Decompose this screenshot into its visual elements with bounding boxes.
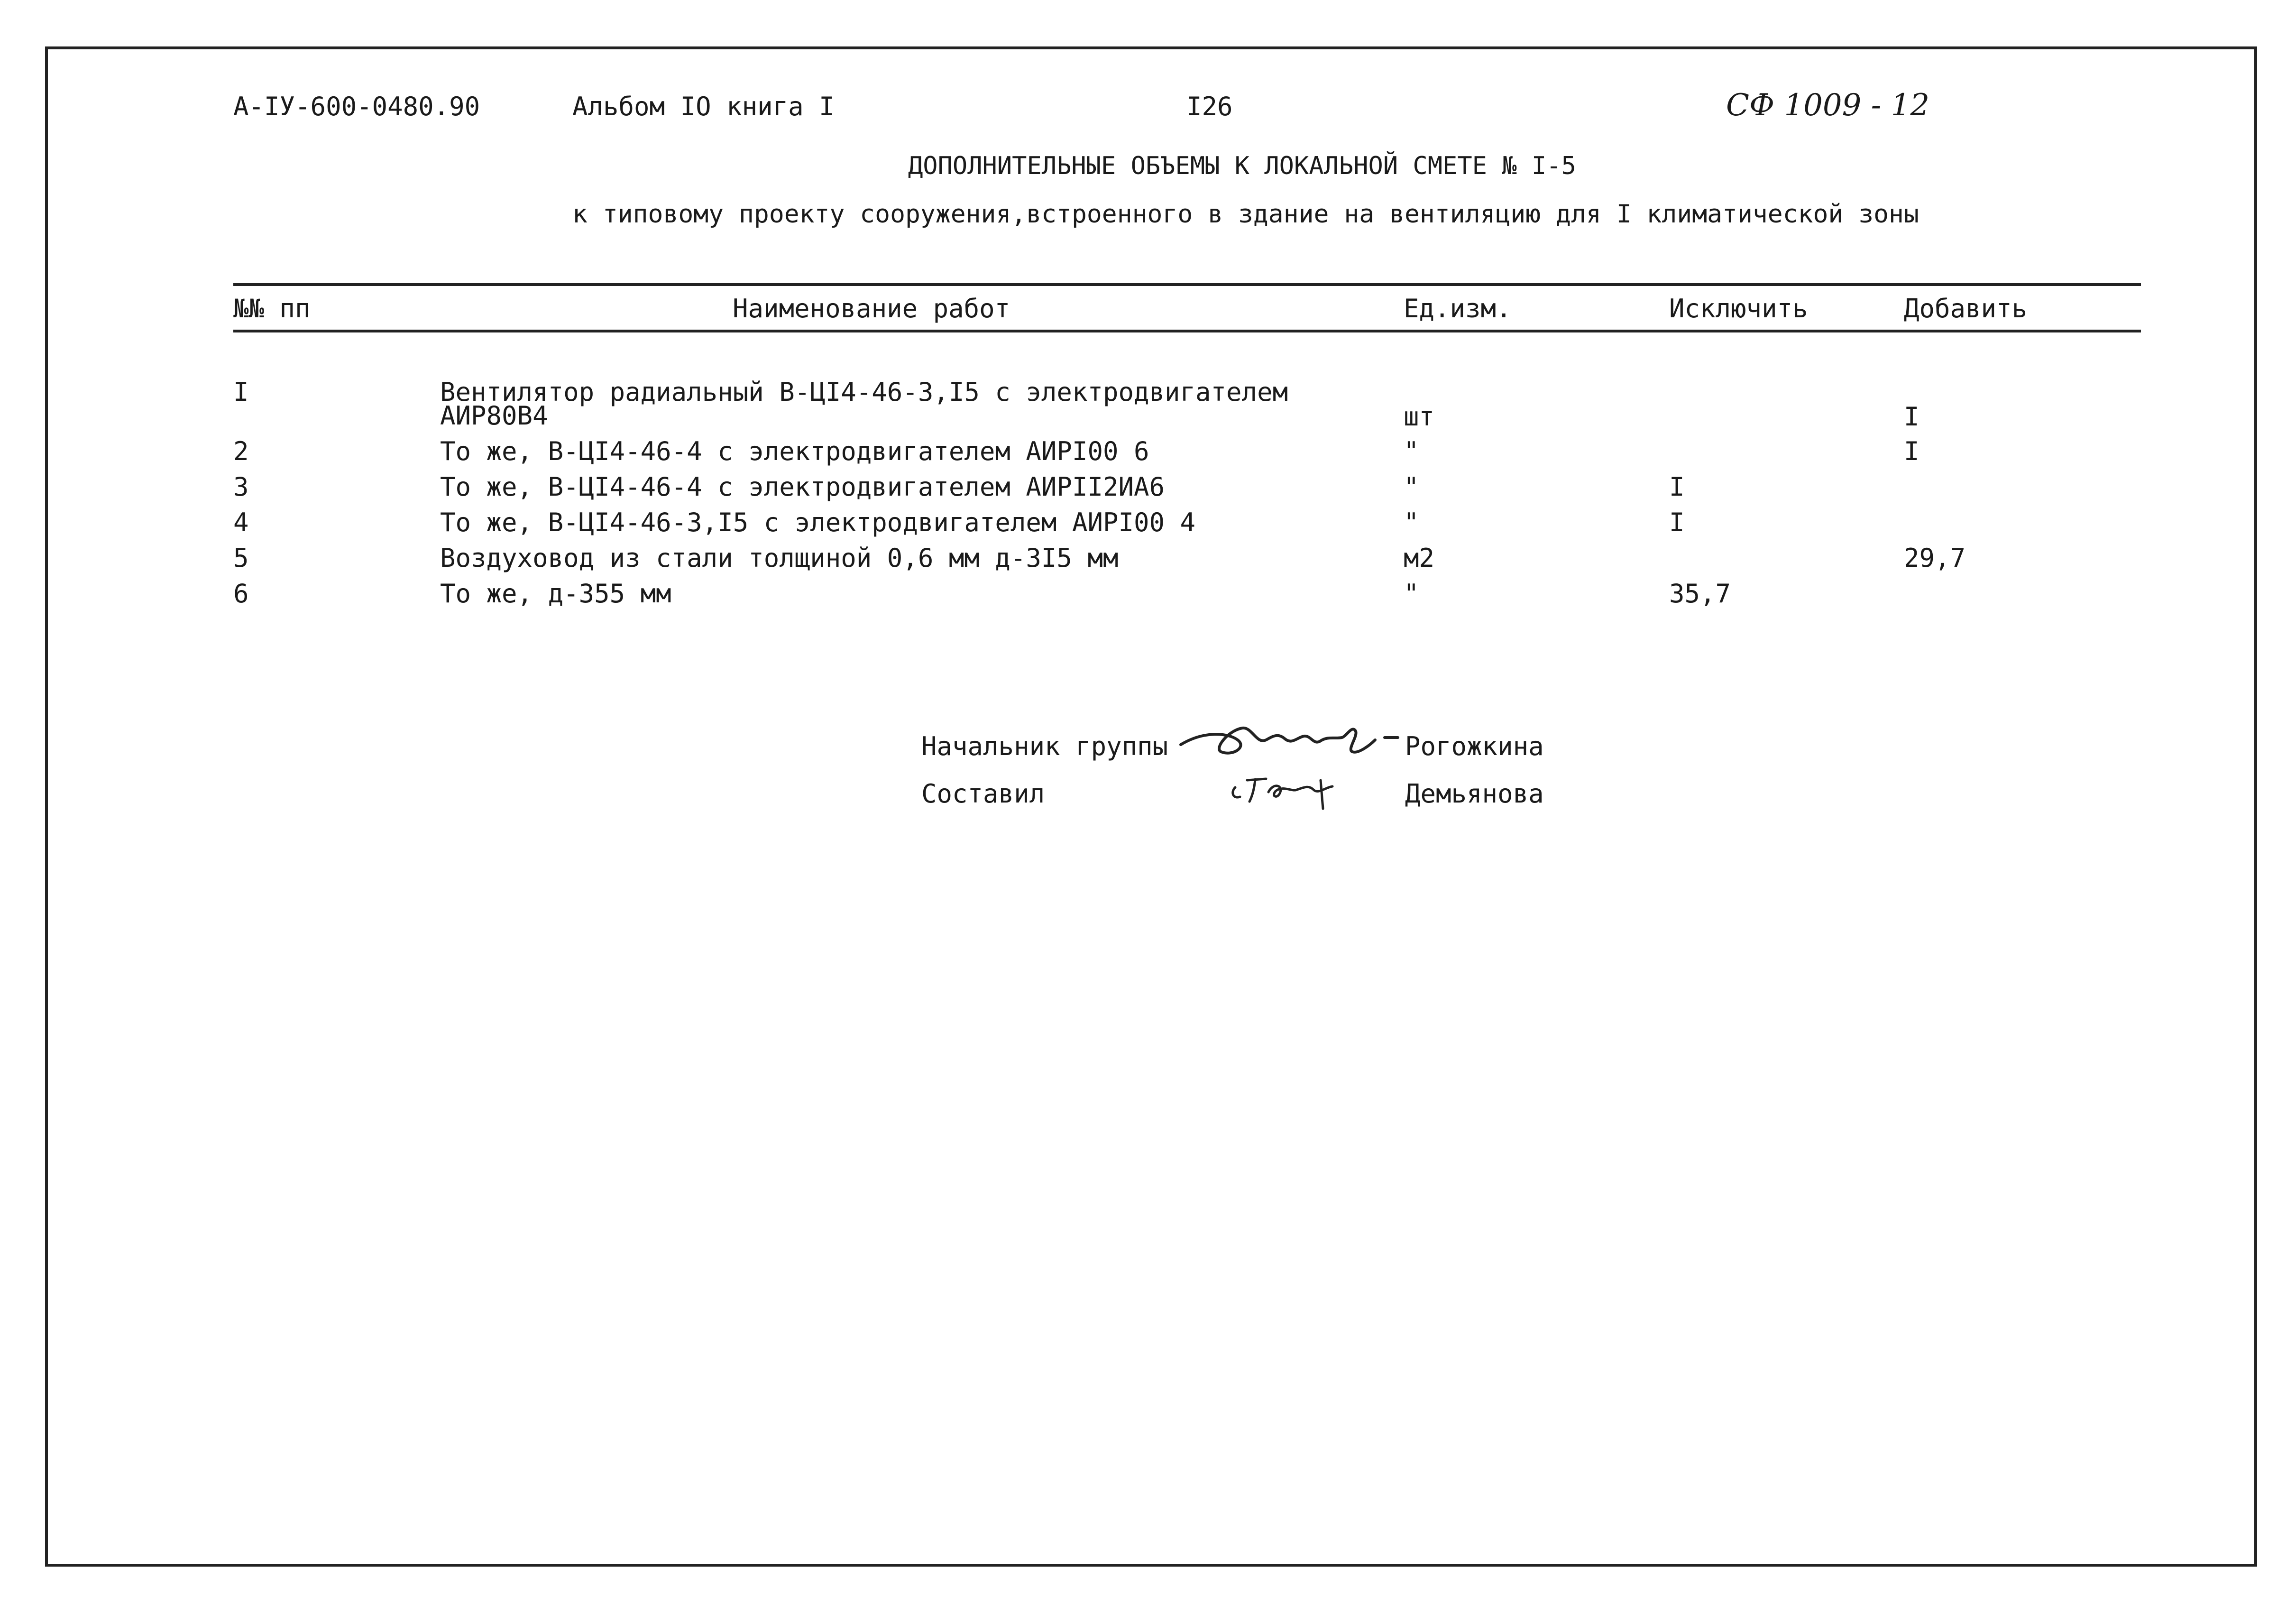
row-work-name: То же, В-ЦI4-46-4 с электродвигателем АИРI00 6 xyxy=(440,436,1149,466)
row-exclude: I xyxy=(1669,508,1685,537)
row-unit: шт xyxy=(1404,402,1435,432)
column-header-number: №№ пп xyxy=(233,294,311,323)
row-unit: " xyxy=(1404,508,1419,537)
page-number: I26 xyxy=(1186,92,1233,121)
table-header-rule xyxy=(233,330,2141,332)
row-add: 29,7 xyxy=(1904,543,1966,573)
group-head-label: Начальник группы xyxy=(921,731,1168,761)
document-subtitle: к типовому проекту сооружения,встроенного в здание на вентиляцию для I климатической зоны xyxy=(572,200,1919,229)
group-head-name: Рогожкина xyxy=(1405,731,1544,761)
row-exclude: I xyxy=(1669,472,1685,502)
row-work-name: То же, В-ЦI4-46-4 с электродвигателем АИРII2ИА6 xyxy=(440,472,1165,502)
document-code: А-IУ-600-0480.90 xyxy=(233,92,480,121)
compiler-signature xyxy=(1226,764,1349,816)
column-header-add: Добавить xyxy=(1904,294,2028,323)
row-add: I xyxy=(1904,436,1919,466)
row-number: I xyxy=(233,377,249,407)
row-number: 3 xyxy=(233,472,249,502)
table-top-rule xyxy=(233,283,2141,286)
row-number: 6 xyxy=(233,579,249,609)
column-header-name: Наименование работ xyxy=(733,294,1010,323)
row-add: I xyxy=(1904,402,1919,432)
column-header-exclude: Исключить xyxy=(1669,294,1808,323)
row-unit: " xyxy=(1404,436,1419,466)
compiler-label: Составил xyxy=(921,779,1045,809)
row-work-name: Воздуховод из стали толщиной 0,6 мм д-3I5 мм xyxy=(440,543,1119,573)
page-frame xyxy=(45,46,2257,1567)
row-number: 2 xyxy=(233,436,249,466)
row-work-name: То же, В-ЦI4-46-3,I5 с электродвигателем АИРI00 4 xyxy=(440,508,1196,537)
row-unit: " xyxy=(1404,472,1419,502)
compiler-name: Демьянова xyxy=(1405,779,1544,809)
handwritten-stamp: СФ 1009 - 12 xyxy=(1726,88,1930,123)
row-work-name-continued: АИР80В4 xyxy=(440,401,548,431)
row-number: 5 xyxy=(233,543,249,573)
column-header-unit: Ед.изм. xyxy=(1404,294,1512,323)
row-unit: " xyxy=(1404,579,1419,609)
row-work-name: То же, д-355 мм xyxy=(440,579,671,609)
row-exclude: 35,7 xyxy=(1669,579,1731,609)
row-unit: м2 xyxy=(1404,543,1435,573)
row-work-name: Вентилятор радиальный В-ЦI4-46-3,I5 с электродвигателем xyxy=(440,377,1288,407)
row-number: 4 xyxy=(233,508,249,537)
album-label: Альбом IO книга I xyxy=(572,92,835,121)
document-title: ДОПОЛНИТЕЛЬНЫЕ ОБЪЕМЫ К ЛОКАЛЬНОЙ СМЕТЕ № I-5 xyxy=(908,152,1576,180)
